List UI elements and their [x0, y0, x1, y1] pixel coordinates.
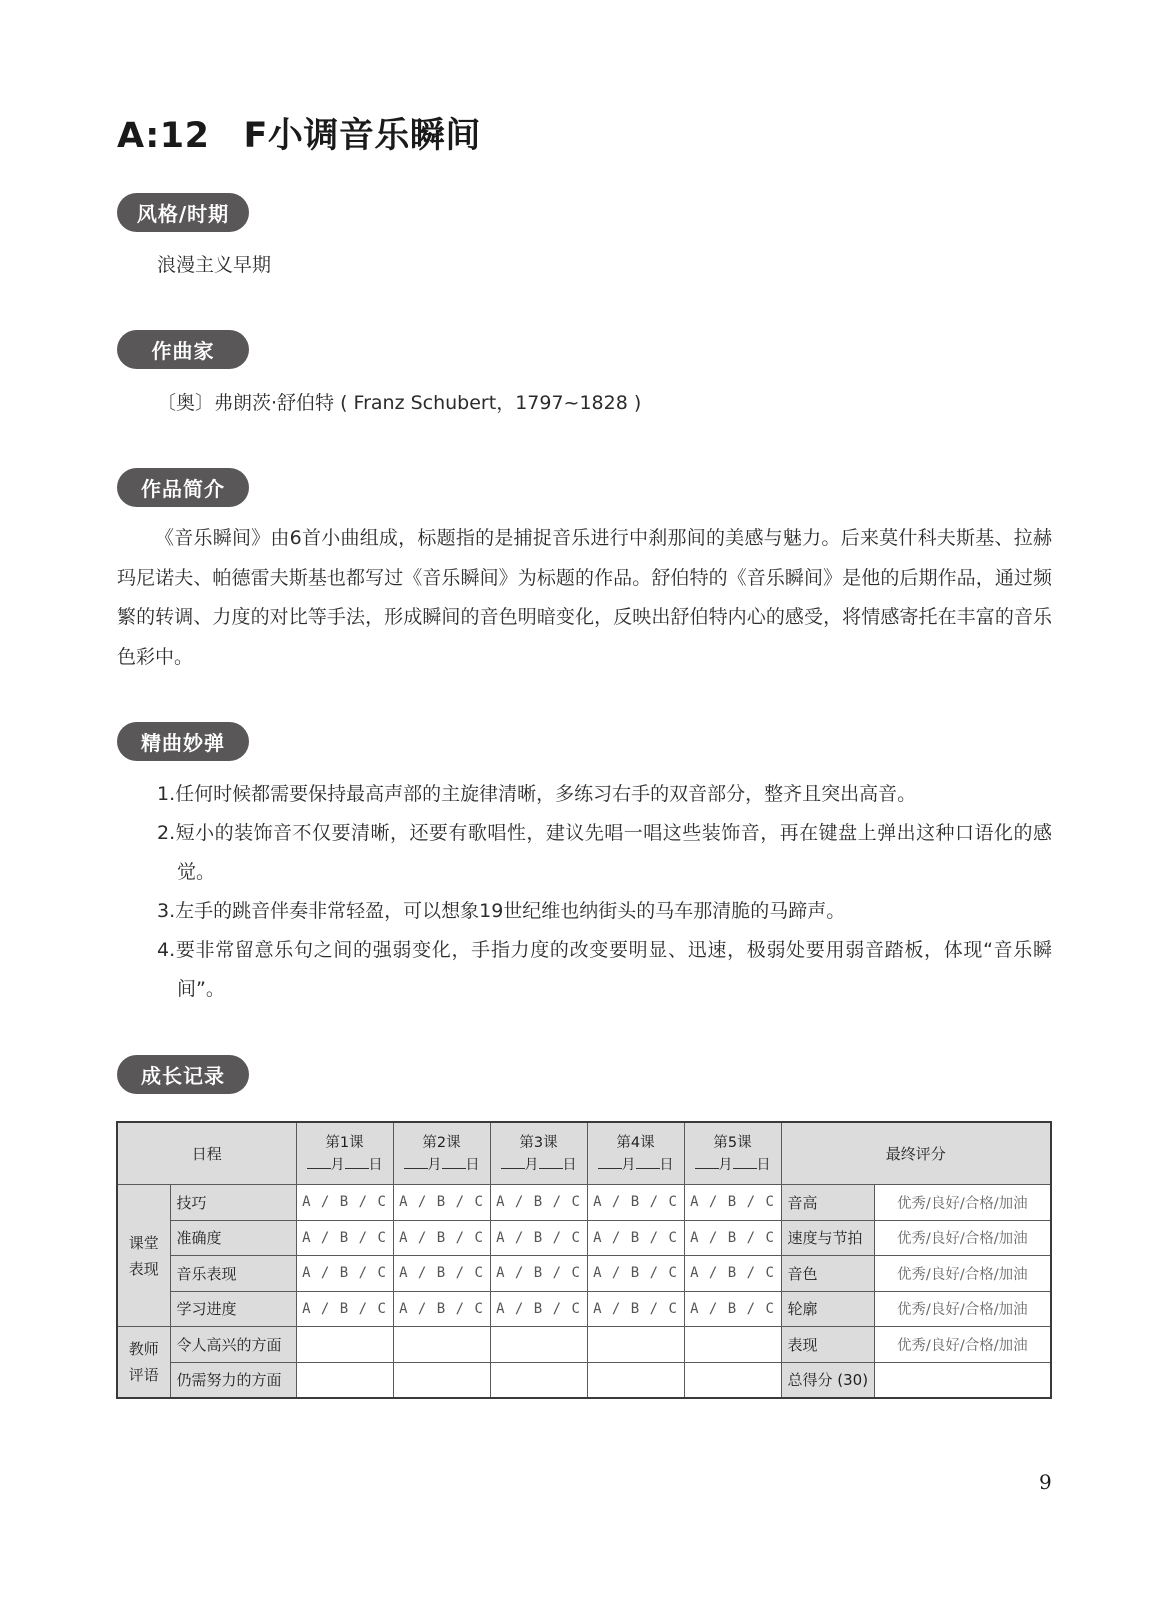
- intro-label: 作品简介: [117, 468, 249, 507]
- intro-text: 《音乐瞬间》由6首小曲组成，标题指的是捕捉音乐进行中刹那间的美感与魅力。后来莫什科夫斯基、拉赫玛尼诺夫、帕德雷夫斯基也都写过《音乐瞬间》为标题的作品。舒伯特的《音乐瞬间》是他的后期作品，通过频繁的转调、力度的对比等手法，形成瞬间的音色明暗变化，反映出舒伯特内心的感受，将情感寄托在丰富的音乐色彩中。: [117, 527, 1052, 668]
- lesson-title: 第5课: [713, 1135, 752, 1151]
- eval-options: 优秀/良好/合格/加油: [874, 1291, 1051, 1327]
- lesson-date: 月 日: [685, 1154, 781, 1174]
- comment-cell[interactable]: [296, 1362, 393, 1398]
- grade-cell: A / B / C: [490, 1291, 587, 1327]
- grade-cell: A / B / C: [684, 1291, 781, 1327]
- total-score-cell[interactable]: [874, 1362, 1051, 1398]
- table-row: [117, 1256, 1051, 1292]
- table-row: [117, 1291, 1051, 1327]
- group-label-line: 表现: [128, 1259, 159, 1278]
- comment-cell[interactable]: [684, 1362, 781, 1398]
- row-label: 令人高兴的方面: [170, 1327, 296, 1363]
- lesson-header: [587, 1122, 684, 1185]
- teacher-comment-group: [117, 1327, 170, 1399]
- grade-cell: A / B / C: [296, 1291, 393, 1327]
- comment-cell[interactable]: [393, 1327, 490, 1363]
- group-label-line: 评语: [128, 1366, 159, 1384]
- table-row: [117, 1185, 1051, 1221]
- piece-code: A:12: [117, 116, 210, 156]
- page-number: 9: [1039, 1470, 1052, 1494]
- eval-label: 速度与节拍: [781, 1220, 874, 1256]
- lesson-date: 月 日: [491, 1154, 587, 1174]
- piece-title: [117, 108, 481, 158]
- grade-cell: A / B / C: [587, 1291, 684, 1327]
- tip-item: 2.短小的装饰音不仅要清晰，还要有歌唱性，建议先唱一唱这些装饰音，再在键盘上弹出这种口语化的感觉。: [157, 822, 1052, 883]
- style-period-label: 风格/时期: [117, 193, 249, 232]
- grade-cell: A / B / C: [393, 1220, 490, 1256]
- tips-list: [157, 775, 1052, 1009]
- lesson-date: 月 日: [588, 1154, 684, 1174]
- lesson-header: [490, 1122, 587, 1185]
- row-label: 技巧: [170, 1185, 296, 1221]
- grade-cell: A / B / C: [393, 1291, 490, 1327]
- grade-cell: A / B / C: [296, 1220, 393, 1256]
- growth-record-label: 成长记录: [117, 1055, 249, 1094]
- class-performance-group: [117, 1185, 170, 1327]
- row-label: 学习进度: [170, 1291, 296, 1327]
- grade-cell: A / B / C: [296, 1185, 393, 1221]
- eval-options: 优秀/良好/合格/加油: [874, 1256, 1051, 1292]
- eval-options: 优秀/良好/合格/加油: [874, 1220, 1051, 1256]
- comment-cell[interactable]: [296, 1327, 393, 1363]
- table-row: [117, 1327, 1051, 1363]
- eval-label: 音高: [781, 1185, 874, 1221]
- tip-item: 3.左手的跳音伴奏非常轻盈，可以想象19世纪维也纳街头的马车那清脆的马蹄声。: [157, 900, 846, 922]
- group-label-line: 课堂: [128, 1233, 159, 1252]
- lesson-header: [393, 1122, 490, 1185]
- lesson-title: 第3课: [519, 1135, 558, 1151]
- comment-cell[interactable]: [490, 1327, 587, 1363]
- eval-options: 优秀/良好/合格/加油: [874, 1185, 1051, 1221]
- grade-cell: A / B / C: [490, 1185, 587, 1221]
- row-label: 仍需努力的方面: [170, 1362, 296, 1398]
- grade-cell: A / B / C: [587, 1185, 684, 1221]
- row-label: 音乐表现: [170, 1256, 296, 1292]
- grade-cell: A / B / C: [684, 1256, 781, 1292]
- piece-name: F小调音乐瞬间: [243, 116, 481, 156]
- grade-cell: A / B / C: [393, 1256, 490, 1292]
- table-header-row: [117, 1122, 1051, 1185]
- comment-cell[interactable]: [393, 1362, 490, 1398]
- lesson-header: [296, 1122, 393, 1185]
- tips-label: 精曲妙弹: [117, 722, 249, 761]
- comment-cell[interactable]: [684, 1327, 781, 1363]
- lesson-date: 月 日: [394, 1154, 490, 1174]
- final-score-header: 最终评分: [781, 1122, 1051, 1185]
- grade-cell: A / B / C: [587, 1256, 684, 1292]
- schedule-header: 日程: [117, 1122, 296, 1185]
- composer-label: 作曲家: [117, 330, 249, 369]
- lesson-date: 月 日: [297, 1154, 393, 1174]
- grade-cell: A / B / C: [490, 1220, 587, 1256]
- row-label: 准确度: [170, 1220, 296, 1256]
- lesson-title: 第1课: [325, 1135, 364, 1151]
- style-period-value: 浪漫主义早期: [157, 254, 272, 276]
- grade-cell: A / B / C: [684, 1220, 781, 1256]
- lesson-title: 第2课: [422, 1135, 461, 1151]
- grade-cell: A / B / C: [587, 1220, 684, 1256]
- comment-cell[interactable]: [490, 1362, 587, 1398]
- comment-cell[interactable]: [587, 1327, 684, 1363]
- eval-label: 表现: [781, 1327, 874, 1363]
- group-label-line: 教师: [128, 1340, 159, 1358]
- eval-label: 轮廓: [781, 1291, 874, 1327]
- eval-label: 音色: [781, 1256, 874, 1292]
- grade-cell: A / B / C: [490, 1256, 587, 1292]
- grade-cell: A / B / C: [296, 1256, 393, 1292]
- comment-cell[interactable]: [587, 1362, 684, 1398]
- lesson-title: 第4课: [616, 1135, 655, 1151]
- eval-options: 优秀/良好/合格/加油: [874, 1327, 1051, 1363]
- grade-cell: A / B / C: [684, 1185, 781, 1221]
- table-row: [117, 1362, 1051, 1398]
- table-row: [117, 1220, 1051, 1256]
- grade-cell: A / B / C: [393, 1185, 490, 1221]
- tip-item: 4.要非常留意乐句之间的强弱变化，手指力度的改变要明显、迅速，极弱处要用弱音踏板，体现“音乐瞬间”。: [157, 939, 1052, 1000]
- composer-value: 〔奥〕弗朗茨·舒伯特 ( Franz Schubert，1797~1828 ): [157, 392, 642, 414]
- growth-record-table: [116, 1121, 1052, 1399]
- lesson-header: [684, 1122, 781, 1185]
- total-score-label: 总得分 (30): [781, 1362, 874, 1398]
- tip-item: 1.任何时候都需要保持最高声部的主旋律清晰，多练习右手的双音部分，整齐且突出高音。: [157, 783, 917, 805]
